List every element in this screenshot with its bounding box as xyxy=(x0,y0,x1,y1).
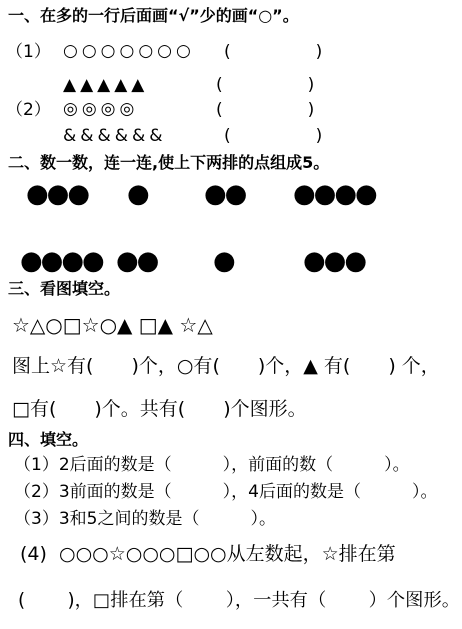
section-4-q1[interactable]: （1）2后面的数是（ ），前面的数（ ）。 xyxy=(14,455,410,475)
top-dot-group-2[interactable]: ● xyxy=(127,179,148,209)
section-4-q2[interactable]: （2）3前面的数是（ ），4后面的数是（ ）。 xyxy=(14,482,438,502)
q2-label: （2） xyxy=(6,100,51,120)
q2-ampersand-row: &&&&&& xyxy=(63,126,167,146)
q1-circle-row: ○○○○○○○ xyxy=(63,41,195,61)
bottom-dot-group-3[interactable]: ● xyxy=(213,246,234,276)
section-4-q3[interactable]: （3）3和5之间的数是（ ）。 xyxy=(14,509,276,529)
q1-label: （1） xyxy=(6,42,51,62)
q1-row1-answer-paren[interactable]: ( ) xyxy=(224,42,323,62)
top-dot-group-4[interactable]: ●●●● xyxy=(293,179,376,209)
q2-double-circle-row: ◎◎◎◎ xyxy=(63,99,139,119)
q1-row2-answer-paren[interactable]: ( ) xyxy=(216,75,315,95)
q2-row2-answer-paren[interactable]: ( ) xyxy=(224,126,323,146)
q2-row1-answer-paren[interactable]: ( ) xyxy=(216,100,315,120)
section-1-title: 一、在多的一行后面画“√”少的画“○”。 xyxy=(8,6,299,25)
shape-sequence: ☆△○□☆○▲ □▲ ☆△ xyxy=(12,313,213,337)
section-4-q4-line-1: (4) ○○○☆○○○□○○从左数起，☆排在第 xyxy=(20,543,396,565)
top-dot-group-1[interactable]: ●●● xyxy=(26,179,89,209)
bottom-dot-group-4[interactable]: ●●● xyxy=(303,246,366,276)
section-3-line-1[interactable]: 图上☆有( )个，○有( )个，▲ 有( ) 个， xyxy=(12,355,440,377)
section-2-title: 二、数一数，连一连,使上下两排的点组成5。 xyxy=(8,153,330,172)
section-4-title: 四、填空。 xyxy=(8,430,89,449)
section-4-q4-line-2[interactable]: ( )，□排在第（ ），一共有（ ）个图形。 xyxy=(18,590,461,611)
top-dot-group-3[interactable]: ●● xyxy=(204,179,246,209)
bottom-dot-group-2[interactable]: ●● xyxy=(116,246,158,276)
section-3-line-2[interactable]: □有( )个。共有( )个图形。 xyxy=(12,398,307,420)
section-3-title: 三、看图填空。 xyxy=(8,279,121,298)
q1-triangle-row: ▲▲▲▲▲ xyxy=(63,75,149,95)
bottom-dot-group-1[interactable]: ●●●● xyxy=(20,246,103,276)
